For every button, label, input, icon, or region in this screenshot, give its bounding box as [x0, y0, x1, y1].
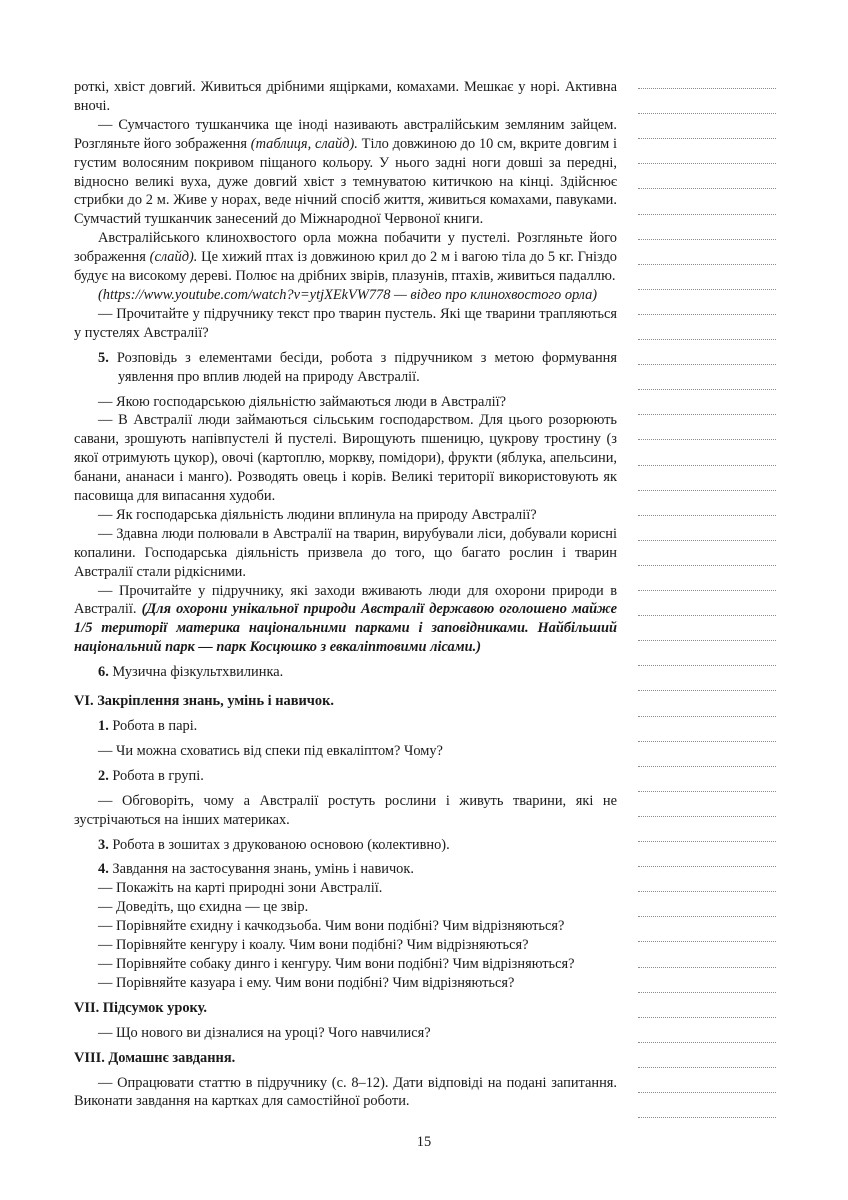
note-line — [638, 916, 776, 917]
note-line — [638, 239, 776, 240]
vi-item-4-number: 4. — [98, 861, 109, 878]
section-vi-question-2: — Обговоріть, чому а Австралії ростуть рослини і живуть тварини, які не зустрічаються на інших материках. — [74, 792, 617, 828]
eagle-text-b: Це хижий птах із довжиною крил до 2 м і вагою тіла до 5 кг. Гніздо будує на високому дереві. Полює на дрібних звірів, плазунів, птахів, живиться падаллю. — [74, 249, 618, 285]
vi-item-3-text: Робота в зошитах з друкованою основою (колективно). — [108, 836, 450, 853]
eagle-text-italic: (слайд). — [149, 249, 198, 266]
note-line — [638, 439, 776, 440]
answer-human-impact: — Здавна люди полювали в Австралії на тварин, вирубували ліси, добували корисні копалини. Господарська діяльність призвела до того, що багато рослин і тварин Австралії стали рідкісними. — [74, 525, 617, 580]
section-vi-item-1 — [74, 717, 617, 736]
note-line — [638, 866, 776, 867]
note-line — [638, 992, 776, 993]
note-line — [638, 640, 776, 641]
vi-item-4-text: Завдання на застосування знань, умінь і навичок. — [108, 861, 414, 878]
task-line: — Порівняйте єхидну і качкодзьоба. Чим вони подібні? Чим відрізняються? — [98, 918, 565, 935]
note-line — [638, 766, 776, 767]
section-vi-item-2 — [74, 767, 617, 786]
note-line — [638, 565, 776, 566]
note-line — [638, 590, 776, 591]
note-line — [638, 339, 776, 340]
note-line — [638, 113, 776, 114]
note-line — [638, 414, 776, 415]
task-line: — Порівняйте собаку динго і кенгуру. Чим вони подібні? Чим відрізняються? — [98, 955, 575, 972]
note-line — [638, 690, 776, 691]
vi-item-3-number: 3. — [98, 836, 109, 853]
note-line — [638, 465, 776, 466]
question-human-impact: — Як господарська діяльність людини вплинула на природу Австралії? — [98, 506, 537, 523]
jerboa-text-a: — Сумчастого тушканчика ще іноді називають австралійським земляним зайцем. Розгляньте його зображення — [74, 116, 617, 152]
lesson-item-5 — [74, 349, 617, 387]
protection-text: — Прочитайте у підручнику, які заходи вживають люди для охорони природи в Австралії. — [74, 582, 617, 618]
note-line — [638, 214, 776, 215]
note-line — [638, 741, 776, 742]
section-vi-item-3 — [74, 836, 617, 855]
paragraph-eagle — [74, 229, 617, 286]
vi-item-2-text: Робота в групі. — [108, 767, 204, 784]
task-line: — Порівняйте казуара і ему. Чим вони подібні? Чим відрізняються? — [98, 974, 515, 991]
note-line — [638, 615, 776, 616]
note-line — [638, 1067, 776, 1068]
section-heading-viii: VIII. Домашнє завдання. — [74, 1049, 236, 1066]
note-line — [638, 314, 776, 315]
section-heading-vi: VI. Закріплення знань, умінь і навичок. — [74, 693, 335, 710]
note-line — [638, 841, 776, 842]
vi-item-1-number: 1. — [98, 718, 109, 734]
note-line — [638, 967, 776, 968]
note-line — [638, 264, 776, 265]
paragraph-nature-protection — [74, 582, 617, 658]
paragraph-marsupial-jerboa — [74, 116, 617, 229]
note-line — [638, 665, 776, 666]
section-vii-question: — Що нового ви дізналися на уроці? Чого навчилися? — [98, 1024, 431, 1041]
question-economic-activity: — Якою господарською діяльністю займаються люди в Австралії? — [98, 393, 507, 410]
note-line — [638, 1092, 776, 1093]
section-vi-question-1: — Чи можна сховатись від спеки під евкаліптом? Чому? — [98, 742, 443, 759]
item-5-number: 5. — [98, 349, 109, 366]
note-line — [638, 138, 776, 139]
task-line: — Порівняйте кенгуру і коалу. Чим вони подібні? Чим відрізняються? — [98, 937, 529, 954]
jerboa-text-italic: (таблиця, слайд). — [250, 135, 358, 152]
section-heading-vii: VII. Підсумок уроку. — [74, 999, 207, 1016]
note-line — [638, 540, 776, 541]
note-line — [638, 88, 776, 89]
task-line: — Покажіть на карті природні зони Австралії. — [98, 880, 383, 897]
vi-item-2-number: 2. — [98, 767, 109, 784]
paragraph-desert-animals-question: — Прочитайте у підручнику текст про тварин пустель. Які ще тварини трапляються у пустелях Австралії? — [74, 305, 617, 341]
main-text-column — [74, 78, 617, 1111]
note-line — [638, 515, 776, 516]
note-line — [638, 1117, 776, 1118]
note-line — [638, 389, 776, 390]
task-line: — Доведіть, що єхидна — це звір. — [98, 899, 309, 916]
note-line — [638, 891, 776, 892]
vi-item-1-text: Робота в парі. — [108, 718, 198, 734]
eagle-text-a: Австралійського клинохвостого орла можна побачити у пустелі. Розгляньте його зображення — [74, 230, 617, 266]
note-line — [638, 941, 776, 942]
jerboa-text-b: Тіло довжиною до 10 см, вкрите довгим і густим волосяним покривом піщаного кольору. У нього задні ноги довші за передні, відносно великі вуха, дуже довгий хвіст з темнуватою китичкою на кінці. Здійснює стрибки до 2 м. Живе у норах, веде нічний спосіб життя, живиться комахами, павуками. Сумчастий тушканчик занесений до Міжнародної Червоної книги. — [74, 135, 617, 228]
note-line — [638, 188, 776, 189]
note-line — [638, 289, 776, 290]
paragraph-mole-description: роткі, хвіст довгий. Живиться дрібними ящірками, комахами. Мешкає у норі. Активна вночі. — [74, 79, 617, 114]
lesson-item-6 — [74, 663, 617, 682]
video-link-note: (https://www.youtube.com/watch?v=ytjXEkVW778 — відео про клинохвостого орла) — [98, 286, 598, 303]
note-line — [638, 791, 776, 792]
note-line — [638, 163, 776, 164]
page-number: 15 — [416, 1134, 432, 1150]
notes-margin — [638, 88, 776, 1128]
note-line — [638, 816, 776, 817]
note-line — [638, 1017, 776, 1018]
answer-economic-activity: — В Австралії люди займаються сільським господарством. Для цього розорюють савани, зрошують напівпустелі й пустелі. Вирощують пшеницю, цукрову тростину (з якої отримують цукор), овочі (картоплю, моркву, помідори), фрукти (яблука, апельсини, банани, ананаси і манго). Розводять овець і корів. Великі території використовують як пасовища для випасання худоби. — [74, 412, 617, 505]
note-line — [638, 716, 776, 717]
note-line — [638, 364, 776, 365]
protection-bold-italic: (Для охорони унікальної природи Австралії державою оголошено майже 1/5 території материка національними парками і заповідниками. Найбільший національний парк — парк Косцюшко з евкаліптовими лісами.) — [74, 601, 617, 656]
section-viii-homework: — Опрацювати статтю в підручнику (с. 8–12). Дати відповіді на подані запитання. Виконати завдання на картках для самостійної роботи. — [74, 1074, 617, 1110]
item-6-text: Музична фізкультхвилинка. — [108, 664, 284, 681]
item-6-number: 6. — [98, 664, 109, 681]
item-5-text: Розповідь з елементами бесіди, робота з підручником з метою формування уявлення про вплив людей на природу Австралії. — [108, 349, 617, 385]
section-vi-item-4 — [74, 860, 617, 879]
note-line — [638, 1042, 776, 1043]
note-line — [638, 490, 776, 491]
